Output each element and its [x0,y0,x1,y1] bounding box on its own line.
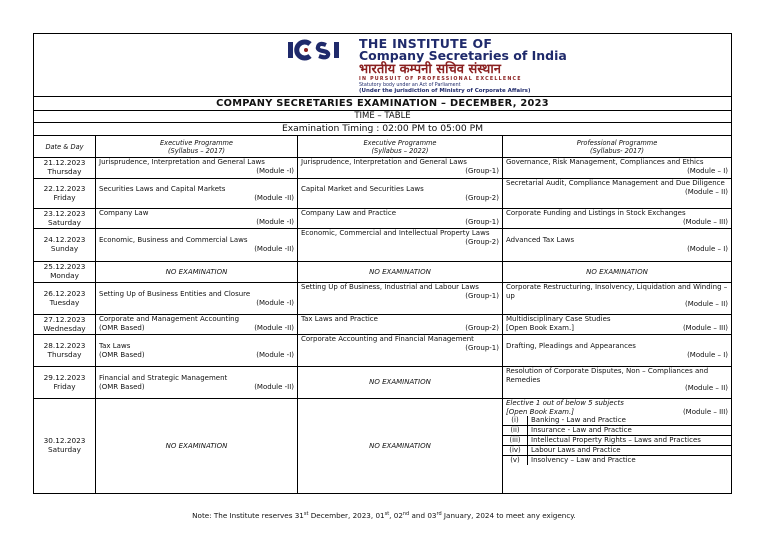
exec2022-cell: Tax Laws and Practice (Group-2) [298,315,503,335]
date-cell: 29.12.2023 Friday [34,367,96,399]
elective-subject: Insolvency – Law and Practice [528,456,732,466]
icsi-logo-mark [286,39,356,61]
exec2017-cell: Setting Up of Business Entities and Closure (Module -I) [96,283,298,315]
prof-cell: Corporate Funding and Listings in Stock Exchanges (Module – III) [503,209,732,229]
org-motto: IN PURSUIT OF PROFESSIONAL EXCELLENCE [359,77,522,82]
table-row [34,262,732,283]
elective-subject: Insurance - Law and Practice [528,426,732,436]
no-exam-cell: NO EXAMINATION [298,262,503,283]
exec2022-cell: Economic, Commercial and Intellectual Property Laws (Group-2) [298,229,503,262]
prof-cell: Resolution of Corporate Disputes, Non – Compliances and Remedies (Module – II) [503,367,732,399]
table-row [34,229,732,262]
table-row [34,335,732,367]
letterhead [34,34,732,97]
exec2022-cell: Corporate Accounting and Financial Management (Group-1) [298,335,503,367]
prof-cell: Governance, Risk Management, Compliances and Ethics (Module – I) [503,158,732,179]
timetable-sheet [33,33,731,494]
date-cell: 26.12.2023 Tuesday [34,283,96,315]
no-exam-cell: NO EXAMINATION [298,367,503,399]
date-cell: 21.12.2023 Thursday [34,158,96,179]
date-cell: 30.12.2023 Saturday [34,399,96,494]
table-row [34,367,732,399]
no-exam-cell: NO EXAMINATION [96,399,298,494]
page-title: COMPANY SECRETARIES EXAMINATION – DECEMBER, 2023 [34,97,732,111]
date-cell: 24.12.2023 Sunday [34,229,96,262]
exec2017-cell: Economic, Business and Commercial Laws (Module -II) [96,229,298,262]
prof-cell: Secretarial Audit, Compliance Management and Due Diligence (Module – II) [503,179,732,209]
org-jurisdiction: (Under the jurisdiction of Ministry of Corporate Affairs) [359,88,531,94]
col-header-professional: Professional Programme (Syllabus- 2017) [503,136,732,158]
table-row [34,399,732,494]
col-header-date: Date & Day [34,136,96,158]
exec2017-cell: Securities Laws and Capital Markets (Module -II) [96,179,298,209]
list-item: (v) Insolvency – Law and Practice [503,456,731,466]
elective-subject: Labour Laws and Practice [528,446,732,456]
org-name-block [359,38,567,95]
prof-cell: Multidisciplinary Case Studies [Open Book Exam.] (Module – III) [503,315,732,335]
prof-cell: Advanced Tax Laws (Module – I) [503,229,732,262]
no-exam-cell: NO EXAMINATION [503,262,732,283]
footnote: Note: The Institute reserves 31st December, 2023, 01st, 02nd and 03rd January, 2024 to meet any exigency. [192,511,576,520]
prof-cell: Drafting, Pleadings and Appearances (Module – I) [503,335,732,367]
elective-intro: Elective 1 out of below 5 subjects [Open Book Exam.] (Module – III) [506,399,728,416]
elective-subject: Intellectual Property Rights – Laws and Practices [528,436,732,446]
list-item: (iii) Intellectual Property Rights – Laws and Practices [503,436,731,446]
table-row [34,179,732,209]
exec2022-cell: Jurisprudence, Interpretation and General Laws (Group-1) [298,158,503,179]
list-item: (iv) Labour Laws and Practice [503,446,731,456]
exec2017-cell: Corporate and Management Accounting (OMR Based) (Module -II) [96,315,298,335]
exec2017-cell: Company Law (Module -I) [96,209,298,229]
exec2022-cell: Setting Up of Business, Industrial and Labour Laws (Group-1) [298,283,503,315]
prof-cell-electives [503,399,732,494]
exam-timing: Examination Timing : 02:00 PM to 05:00 PM [34,123,732,136]
date-cell: 23.12.2023 Saturday [34,209,96,229]
date-cell: 22.12.2023 Friday [34,179,96,209]
list-item: (ii) Insurance - Law and Practice [503,426,731,436]
no-exam-cell: NO EXAMINATION [96,262,298,283]
elective-subject: Banking - Law and Practice [528,416,732,426]
table-row [34,283,732,315]
exec2017-cell: Tax Laws (OMR Based) (Module -I) [96,335,298,367]
exec2022-cell: Capital Market and Securities Laws (Group-2) [298,179,503,209]
org-hindi: भारतीय कम्पनी सचिव संस्थान [359,62,501,77]
date-cell: 27.12.2023 Wednesday [34,315,96,335]
exec2017-cell: Financial and Strategic Management (OMR Based) (Module -II) [96,367,298,399]
timetable [33,33,732,494]
page-subtitle: TIME – TABLE [34,111,732,123]
table-row [34,315,732,335]
col-header-exec2017: Executive Programme (Syllabus – 2017) [96,136,298,158]
org-statutory: Statutory body under an Act of Parliament [359,83,461,88]
table-row [34,209,732,229]
no-exam-cell: NO EXAMINATION [298,399,503,494]
table-row [34,158,732,179]
col-header-exec2022: Executive Programme (Syllabus – 2022) [298,136,503,158]
date-cell: 25.12.2023 Monday [34,262,96,283]
exec2017-cell: Jurisprudence, Interpretation and General Laws (Module -I) [96,158,298,179]
list-item: (i) Banking - Law and Practice [503,416,731,426]
date-cell: 28.12.2023 Thursday [34,335,96,367]
prof-cell: Corporate Restructuring, Insolvency, Liquidation and Winding – up (Module – II) [503,283,732,315]
elective-list [503,416,731,465]
exec2022-cell: Company Law and Practice (Group-1) [298,209,503,229]
org-line1: THE INSTITUTE OF [359,36,493,51]
org-line2: Company Secretaries of India [359,48,567,63]
